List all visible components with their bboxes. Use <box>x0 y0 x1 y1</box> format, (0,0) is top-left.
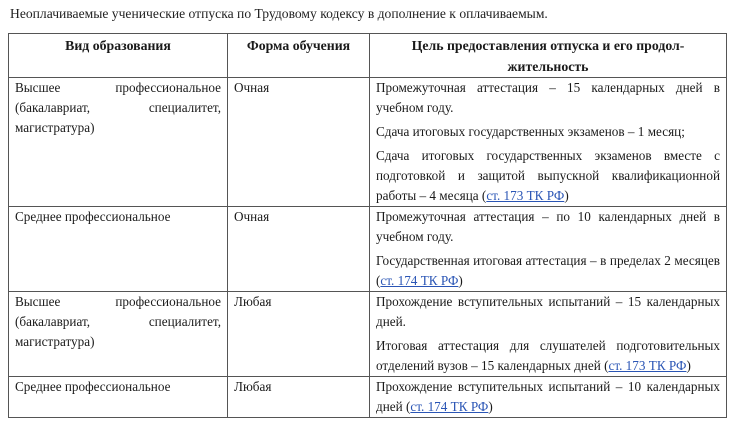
goal-paragraph <box>376 78 720 118</box>
cell-education: Среднее профессиональное <box>9 207 228 292</box>
law-article-link[interactable]: ст. 173 ТК РФ <box>486 188 565 203</box>
goal-text: Итоговая аттестация для слушателей подготовительных отделений вузов – 15 календарных дней ( <box>376 338 720 373</box>
cell-form: Любая <box>228 292 370 377</box>
goal-paragraph <box>376 292 720 332</box>
table-caption: Неоплачиваемые ученические отпуска по Трудовому кодексу в дополнение к оплачиваемым. <box>10 6 548 21</box>
goal-paragraph <box>376 146 720 206</box>
goal-text: Сдача итоговых государственных экзаменов – 1 месяц; <box>376 124 685 139</box>
goal-text: Сдача итоговых государственных экзаменов вместе с подготовкой и защитой выпускной квалификационной работы – 4 месяца ( <box>376 148 720 203</box>
goal-text: Государственная итоговая аттестация – в пределах 2 месяцев ( <box>376 253 720 288</box>
table-header-row <box>9 34 727 78</box>
header-education: Вид образования <box>9 34 228 78</box>
goal-text-closing: ) <box>488 399 493 414</box>
goal-text: Прохождение вступительных испытаний – 10 календарных дней ( <box>376 379 720 414</box>
table-row <box>9 78 727 207</box>
goal-paragraph <box>376 336 720 376</box>
table-row <box>9 377 727 418</box>
goal-text-closing: ) <box>458 273 463 288</box>
cell-form: Очная <box>228 207 370 292</box>
cell-form: Любая <box>228 377 370 418</box>
cell-goal <box>370 292 727 377</box>
table-row <box>9 207 727 292</box>
goal-text: Прохождение вступительных испытаний – 15 календарных дней. <box>376 294 720 329</box>
cell-goal <box>370 78 727 207</box>
goal-text-closing: ) <box>686 358 691 373</box>
cell-education: Высшее профессиональное (бакалавриат, специалитет, магистратура) <box>9 292 228 377</box>
cell-goal <box>370 207 727 292</box>
law-article-link[interactable]: ст. 173 ТК РФ <box>608 358 687 373</box>
goal-text: Промежуточная аттестация – по 10 календарных дней в учебном году. <box>376 209 720 244</box>
cell-goal <box>370 377 727 418</box>
header-form: Форма обучения <box>228 34 370 78</box>
law-article-link[interactable]: ст. 174 ТК РФ <box>410 399 489 414</box>
leave-table <box>8 33 727 418</box>
table-body <box>9 78 727 418</box>
goal-paragraph <box>376 122 720 142</box>
goal-paragraph <box>376 377 720 417</box>
table-row <box>9 292 727 377</box>
goal-paragraph <box>376 251 720 291</box>
cell-education: Высшее профессиональное (бакалавриат, специалитет, магистратура) <box>9 78 228 207</box>
law-article-link[interactable]: ст. 174 ТК РФ <box>380 273 459 288</box>
goal-text: Промежуточная аттестация – 15 календарных дней в учебном году. <box>376 80 720 115</box>
goal-text-closing: ) <box>564 188 569 203</box>
goal-paragraph <box>376 207 720 247</box>
cell-education: Среднее профессиональное <box>9 377 228 418</box>
cell-form: Очная <box>228 78 370 207</box>
header-goal: Цель предоставления отпуска и его продол-жительность <box>370 34 727 78</box>
